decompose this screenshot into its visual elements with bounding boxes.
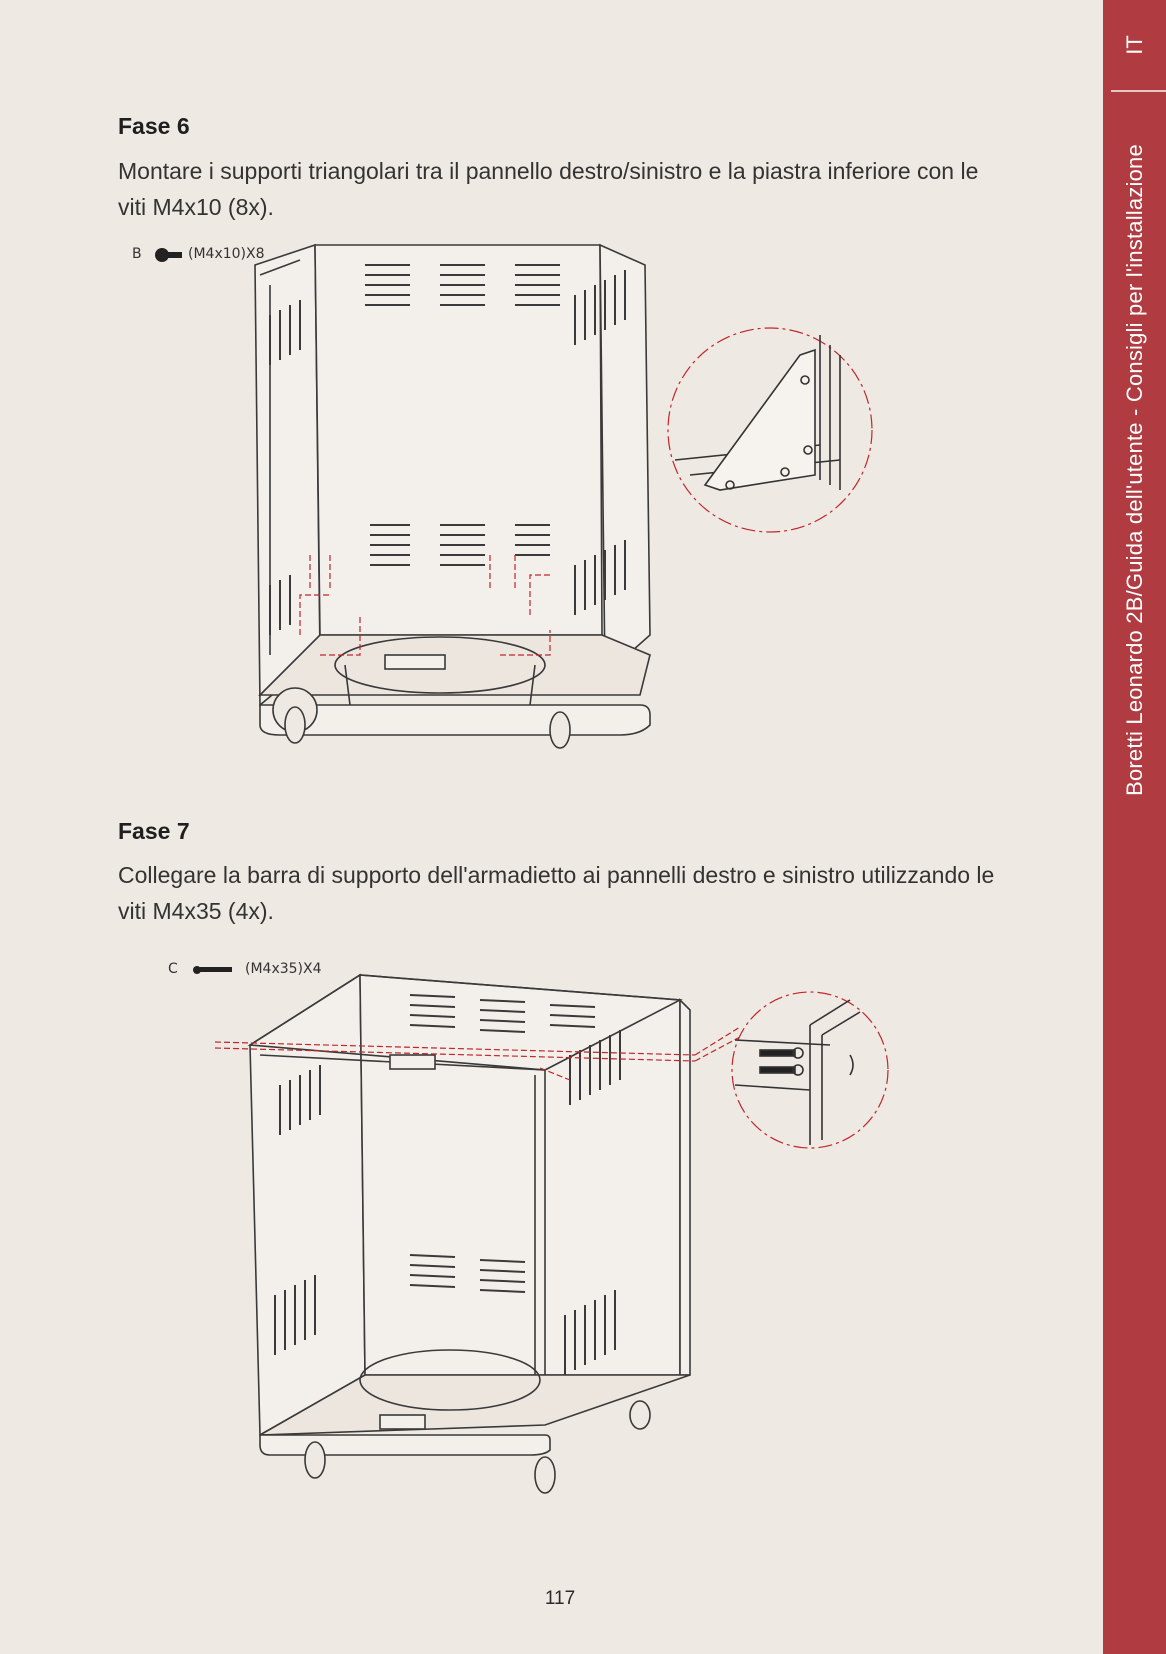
language-tab [1103, 0, 1166, 90]
sidebar-band [1103, 0, 1166, 1654]
step-7-diagram [150, 955, 910, 1515]
step-7-detail-callout [732, 992, 888, 1148]
step-7-part-label: (M4x35)X4 [245, 961, 322, 977]
language-label: IT [1121, 35, 1147, 55]
step-6-detail-callout [668, 328, 872, 532]
screw-icon [155, 248, 182, 262]
step-7-heading: Fase 7 [118, 818, 190, 844]
step-7-part-legend [168, 961, 322, 977]
sidebar-divider [1111, 90, 1166, 92]
step-6-part-letter: B [132, 246, 142, 262]
step-6-diagram [120, 235, 940, 775]
step-7-text: Collegare la barra di supporto dell'armadietto ai pannelli destro e sinistro utilizzando le viti M4x35 (4x). [118, 862, 995, 924]
page-number: 117 [544, 1588, 576, 1609]
step-6-text: Montare i supporti triangolari tra il pannello destro/sinistro e la piastra inferiore con le viti M4x10 (8x). [118, 158, 979, 220]
step-6-part-legend [132, 246, 265, 262]
step-6-heading: Fase 6 [118, 113, 190, 139]
cabinet-frame-drawing [255, 245, 650, 748]
sidebar-title: Boretti Leonardo 2B/Guida dell'utente - Consigli per l'installazione [1121, 144, 1147, 796]
sidebar-title-wrap [1103, 100, 1166, 840]
step-6-part-label: (M4x10)X8 [188, 246, 265, 262]
step-7-part-letter: C [168, 961, 178, 977]
long-screw-icon [193, 966, 232, 974]
